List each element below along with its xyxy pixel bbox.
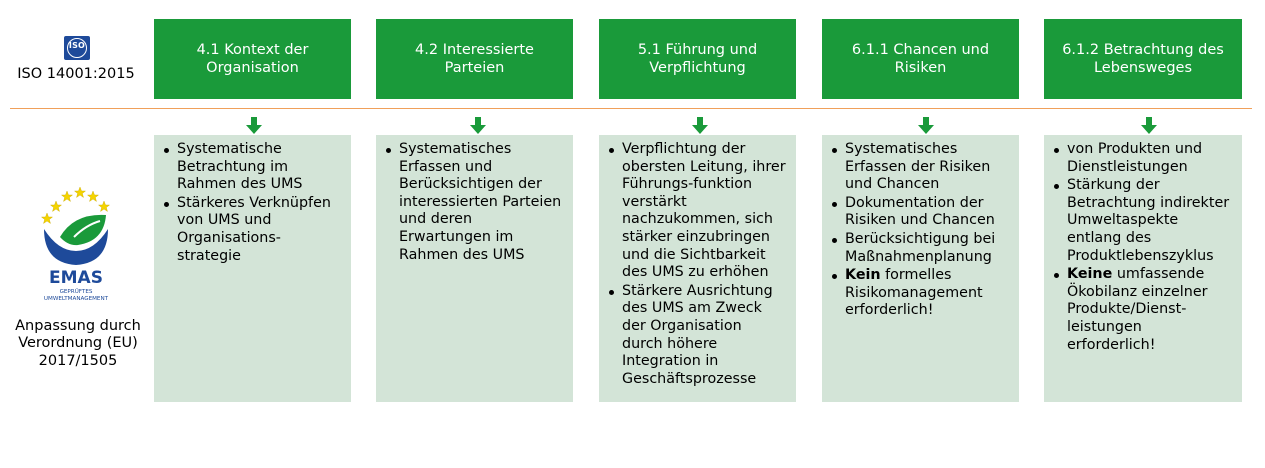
emas-logo-subtext-2: UMWELTMANAGEMENT: [43, 296, 109, 302]
column-title-line: 6.1.1 Chancen und: [851, 42, 990, 58]
arrow-down-icon: [692, 117, 708, 134]
arrow-down-icon: [470, 117, 486, 134]
list-item: Verpflichtung der obersten Leitung, ihrer Führungs-funktion verstärkt nachzukommen, sich stärker einzubringen und die Sichtbarkeit des UMS zu erhöhen: [607, 141, 786, 282]
emas-caption-line-2: Verordnung (EU): [18, 335, 138, 352]
column-body-lebensweg: [1044, 135, 1242, 402]
column-header-chancen-risiken: [822, 19, 1019, 99]
column-body-fuehrung: [599, 135, 796, 402]
emas-caption-line-1: Anpassung durch: [15, 318, 141, 334]
column-header-parteien: [376, 19, 573, 99]
iso-logo-text: ISO: [68, 41, 86, 50]
iso-standard-label: ISO 14001:2015: [17, 66, 135, 82]
column-header-fuehrung: [599, 19, 796, 99]
list-item: von Produkten und Dienstleistungen: [1052, 141, 1232, 176]
emas-caption-line-3: 2017/1505: [38, 352, 118, 369]
emas-logo: [34, 185, 118, 307]
list-item: Stärkeres Verknüpfen von UMS und Organisations-strategie: [162, 195, 341, 265]
list-item: Berücksichtigung bei Maßnahmenplanung: [830, 231, 1009, 266]
list-item: Systematisches Erfassen der Risiken und Chancen: [830, 141, 1009, 194]
iso-logo: [64, 36, 90, 60]
list-item: Keine umfassende Ökobilanz einzelner Produkte/Dienst-leistungen erforderlich!: [1052, 266, 1232, 354]
column-body-chancen-risiken: [822, 135, 1019, 402]
column-body-kontext: [154, 135, 351, 402]
arrow-down-icon: [1141, 117, 1157, 134]
list-item: Kein formelles Risikomanagement erforderlich!: [830, 267, 1009, 320]
emas-caption: [0, 318, 156, 370]
column-title-line: 4.2 Interessierte: [415, 42, 534, 58]
column-title-line: Lebensweges: [1093, 60, 1193, 76]
list-item: Dokumentation der Risiken und Chancen: [830, 195, 1009, 230]
arrow-down-icon: [246, 117, 262, 134]
column-title-line: 5.1 Führung und: [637, 42, 758, 58]
column-title-line: Organisation: [206, 60, 299, 76]
column-title-line: 6.1.2 Betrachtung des: [1062, 42, 1224, 58]
arrow-down-icon: [918, 117, 934, 134]
column-body-parteien: [376, 135, 573, 402]
emas-logo-subtext-1: GEPRÜFTES: [59, 289, 93, 295]
column-title-line: Risiken: [894, 60, 947, 76]
column-header-kontext: [154, 19, 351, 99]
column-title-line: Verpflichtung: [649, 60, 746, 76]
list-item: Stärkere Ausrichtung des UMS am Zweck der Organisation durch höhere Integration in Geschäftsprozesse: [607, 283, 786, 389]
list-item: Systematische Betrachtung im Rahmen des UMS: [162, 141, 341, 194]
column-title-line: Parteien: [444, 60, 505, 76]
divider-line: [10, 108, 1252, 109]
column-header-lebensweg: [1044, 19, 1242, 99]
list-item: Stärkung der Betrachtung indirekter Umweltaspekte entlang des Produktlebenszyklus: [1052, 177, 1232, 265]
list-item: Systematisches Erfassen und Berücksichtigen der interessierten Parteien und deren Erwartungen im Rahmen des UMS: [384, 141, 563, 264]
emas-logo-text: EMAS: [49, 268, 103, 288]
column-title-line: 4.1 Kontext der: [196, 42, 309, 58]
